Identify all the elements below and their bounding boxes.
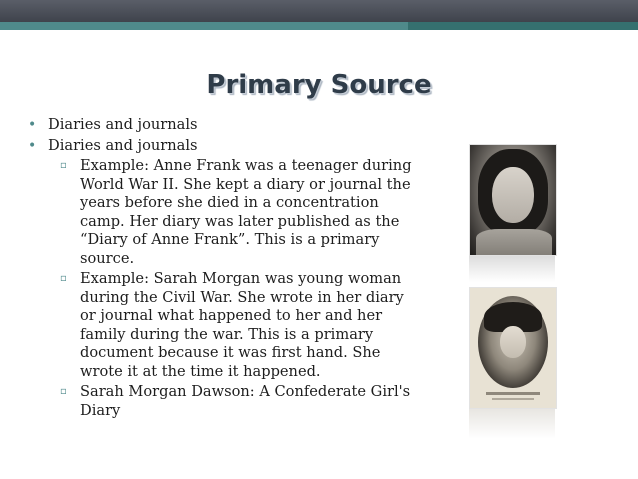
slide-content	[26, 116, 446, 422]
sub-bullet-square-icon: ▫	[60, 273, 67, 284]
bullet-text: Diaries and journals	[48, 136, 198, 154]
sub-bullet-square-icon: ▫	[60, 160, 67, 171]
bullet-dot-icon: •	[28, 117, 37, 133]
anne-frank-photo	[469, 144, 557, 256]
sarah-morgan-photo-reflection	[469, 409, 555, 439]
sub-bullet-text: Sarah Morgan Dawson: A Confederate Girl's Diary	[80, 383, 411, 419]
sarah-morgan-photo	[469, 287, 557, 409]
header-divider	[0, 30, 638, 34]
sub-bullet-text: Example: Anne Frank was a teenager during World War II. She kept a diary or journal the years before she died in a concentration camp. Her diary was later published as the “Diary of Anne Frank”. This is a primary source.	[80, 157, 412, 267]
photo-face	[500, 326, 526, 358]
photo-caption-line	[492, 398, 534, 400]
bullet-text: Diaries and journals	[48, 116, 198, 133]
photo-caption-line	[486, 392, 540, 395]
bullet-dot-icon: •	[28, 137, 37, 154]
sub-bullet-sarah-morgan	[26, 270, 420, 381]
photo-collar	[476, 229, 552, 256]
sub-bullet-diary-title	[26, 383, 420, 420]
anne-frank-photo-reflection	[469, 256, 555, 282]
bullet-item-2	[26, 137, 446, 156]
sub-bullet-anne-frank	[26, 157, 420, 268]
photo-face	[492, 167, 534, 223]
bullet-item-1	[26, 116, 446, 135]
sub-bullet-text: Example: Sarah Morgan was young woman during the Civil War. She wrote in her diary or journal what happened to her and her family during the war. This is a primary document because it was first hand. She wrote it at the time it happened.	[80, 270, 404, 380]
header-bar	[0, 0, 638, 22]
header-accent-stripe-end	[408, 22, 638, 30]
slide-title: Primary Source	[206, 70, 432, 100]
sub-bullet-list	[26, 157, 446, 420]
sub-bullet-square-icon: ▫	[60, 386, 67, 397]
